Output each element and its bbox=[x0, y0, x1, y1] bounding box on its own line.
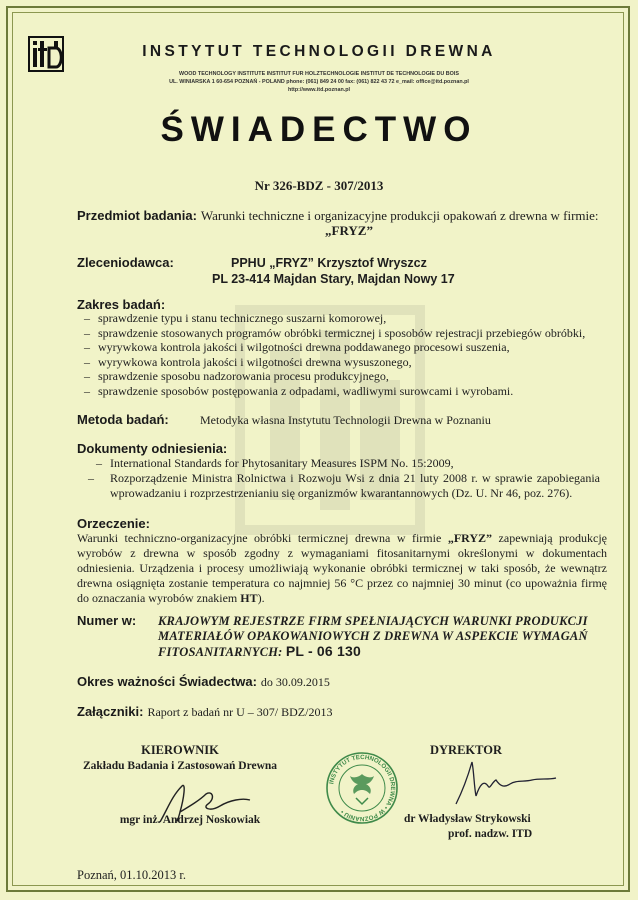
subject-company: „FRYZ” bbox=[325, 223, 373, 238]
client-address: PL 23-414 Majdan Stary, Majdan Nowy 17 bbox=[212, 272, 455, 286]
left-signatory-title: KIEROWNIK bbox=[141, 743, 219, 757]
decision-company: „FRYZ” bbox=[447, 531, 493, 545]
subject-text: Warunki techniczne i organizacyjne produkcji opakowań z drewna w firmie: bbox=[200, 208, 599, 223]
scope-label: Zakres badań: bbox=[77, 297, 166, 312]
list-item: – sprawdzenie sposobów postępowania z odpadami, wadliwymi surowcami i wyrobami. bbox=[84, 383, 514, 398]
seal-text: INSTYTUT TECHNOLOGII DREWNA • W POZNANIU • bbox=[328, 753, 397, 823]
right-signatory-role: prof. nadzw. ITD bbox=[448, 828, 533, 840]
right-signatory-name: dr Władysław Strykowski bbox=[404, 813, 531, 825]
attachments-label: Załączniki: bbox=[77, 704, 144, 719]
attachments-value: Raport z badań nr U – 307/ BDZ/2013 bbox=[147, 705, 333, 719]
registry-label: Numer w: bbox=[77, 613, 137, 628]
institute-seal-icon bbox=[324, 750, 400, 826]
list-item: – wyrywkowa kontrola jakości i wilgotności drewna wysuszonego, bbox=[84, 354, 412, 369]
list-item: – sprawdzenie sposobu nadzorowania procesu produkcyjnego, bbox=[84, 369, 389, 383]
registry-line-1: KRAJOWYM REJESTRZE FIRM SPEŁNIAJĄCYCH WARUNKI PRODUKCJI bbox=[158, 614, 588, 628]
document-item-continued: wprowadzaniu i rozprzestrzenianiu się organizmów kwarantannowych (Dz. U. Nr 46, poz. 276). bbox=[110, 486, 573, 500]
right-signature bbox=[440, 756, 560, 810]
method-label: Metoda badań: bbox=[77, 412, 169, 427]
document-item: – International Standards for Phytosanitary Measures ISPM No. 15:2009, bbox=[96, 456, 454, 470]
registry-line-2: MATERIAŁÓW OPAKOWANIOWYCH Z DREWNA W ASPEKCIE WYMAGAŃ bbox=[158, 629, 588, 643]
list-item: – wyrywkowa kontrola jakości i wilgotności drewna poddawanego procesowi suszenia, bbox=[84, 340, 510, 354]
institute-address: UL. WINIARSKA 1 60-654 POZNAŃ - POLAND phone: (061) 849 24 00 fax: (061) 822 43 72 e_mail: office@itd.poznan.pl bbox=[169, 79, 469, 85]
list-item: – sprawdzenie typu i stanu technicznego suszarni komorowej, bbox=[84, 311, 387, 325]
decision-text: Warunki techniczno-organizacyjne obróbki termicznej drewna w firmie „FRYZ” zapewniają produkcję wyrobów z drewna w sposób zgodny z wymaganiami fitosanitarnymi określonymi w dokumentach odniesienia. Urządzenia i procesy umożliwiają wykonanie obróbki termicznej w taki sposób, że wewnątrz drewna osiągnięta zostanie temperatura co najmniej 56 °C przez co najmniej 30 minut (co upoważnia firmę do oznaczania wyrobów znakiem HT). bbox=[77, 531, 607, 605]
institute-names-other: WOOD TECHNOLOGY INSTITUTE INSTITUT FUR HOLZTECHNOLOGIE INSTITUT DE TECHNOLOGIE DU BOIS bbox=[179, 71, 459, 77]
registry-line-3: FITOSANITARNYCH: PL - 06 130 bbox=[158, 643, 361, 659]
documents-label: Dokumenty odniesienia: bbox=[77, 441, 228, 456]
document-item: – Rozporządzenie Ministra Rolnictwa i Rozwoju Wsi z dnia 21 luty 2008 r. w sprawie zapobiegania bbox=[88, 471, 600, 485]
list-item: – sprawdzenie stosowanych programów obróbki termicznej i sposobów rejestracji przebiegów obróbki, bbox=[84, 325, 586, 340]
validity-label: Okres ważności Świadectwa: bbox=[77, 674, 257, 689]
institute-website: http://www.itd.poznan.pl bbox=[287, 87, 351, 93]
institute-name: INSTYTUT TECHNOLOGII DREWNA bbox=[142, 43, 496, 60]
left-signatory-name: mgr inż. Andrzej Noskowiak bbox=[119, 814, 261, 826]
client-name: PPHU „FRYZ” Krzysztof Wryszcz bbox=[231, 256, 427, 270]
right-signatory-title: DYREKTOR bbox=[430, 743, 503, 757]
attachments-section bbox=[77, 703, 332, 721]
decision-label: Orzeczenie: bbox=[77, 516, 150, 531]
subject-label: Przedmiot badania: bbox=[77, 208, 197, 223]
client-label: Zleceniodawca: bbox=[77, 255, 174, 270]
certificate-number: Nr 326-BDZ - 307/2013 bbox=[254, 178, 384, 193]
scope-list bbox=[76, 311, 585, 398]
registry-number: PL - 06 130 bbox=[285, 643, 361, 659]
validity-value: do 30.09.2015 bbox=[260, 675, 330, 689]
place-date: Poznań, 01.10.2013 r. bbox=[77, 868, 187, 882]
left-signatory-unit: Zakładu Badania i Zastosowań Drewna bbox=[82, 760, 278, 772]
ht-mark: HT bbox=[240, 591, 258, 605]
document-title: ŚWIADECTWO bbox=[160, 110, 478, 149]
validity-section bbox=[77, 673, 330, 691]
method-text: Metodyka własna Instytutu Technologii Drewna w Poznaniu bbox=[200, 413, 491, 427]
